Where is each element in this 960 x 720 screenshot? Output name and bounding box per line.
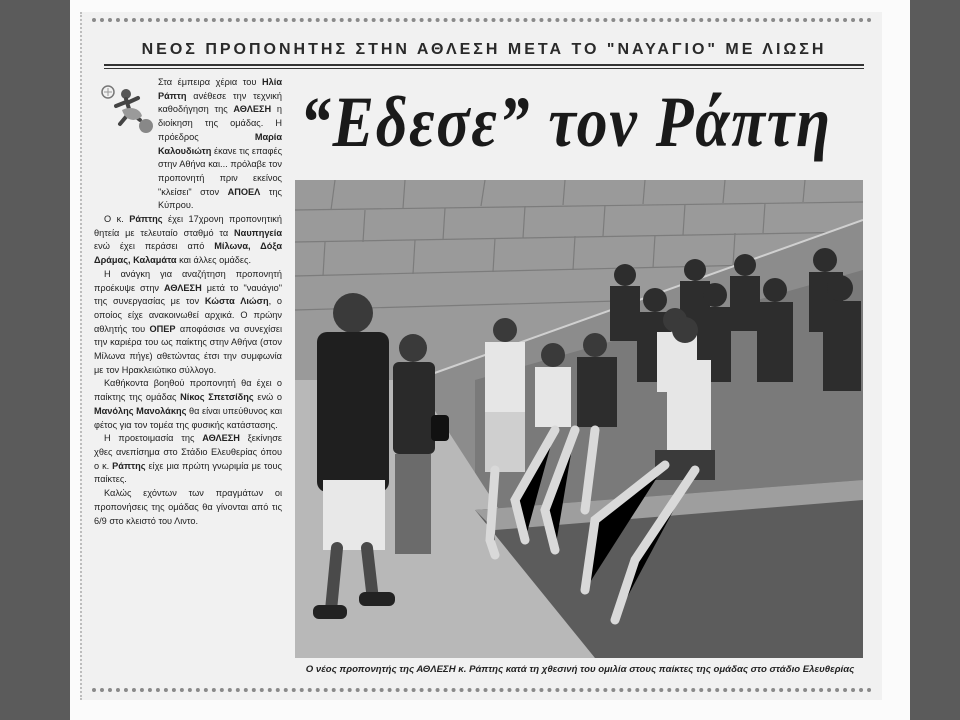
- team-nafpigeia: Ναυπηγεία: [234, 227, 282, 238]
- name-kostas-liosis: Κώστα Λιώση: [204, 296, 269, 307]
- right-margin: [910, 0, 960, 720]
- article-body: [94, 76, 282, 680]
- text: Η ανάγκη για αναζήτηση προπονητή προέκυψε στην: [94, 268, 282, 293]
- team-name: ΑΘΛΕΣΗ: [164, 282, 202, 293]
- paragraph-6: Καλώς εχόντων των πραγμάτων οι προπονήσεις της ομάδας θα γίνονται από τις 6/9 στο κλειστό του Λιντο.: [94, 488, 282, 526]
- text: ενώ έχει περάσει από: [94, 241, 215, 252]
- text: ξεκίνησε χθες ανεπίσημα στο Στάδιο Ελευθερίας όπου ο κ.: [94, 433, 282, 471]
- name-raptis: Ράπτης: [112, 460, 146, 471]
- paragraph-2: [94, 213, 282, 268]
- headline-rule: [104, 64, 864, 66]
- paragraph-4: [94, 377, 282, 432]
- previous-teams: Μίλωνα, Δόξα Δράμας, Καλαμάτα: [94, 241, 283, 266]
- text: Στα έμπειρα χέρια του: [158, 77, 263, 87]
- text: ενώ ο: [253, 392, 283, 403]
- text: Η προετοιμασία της: [104, 433, 203, 444]
- text: Ο κ.: [104, 214, 130, 225]
- text: της Κύπρου.: [158, 186, 282, 211]
- text: έχει 17χρονη προπονητική θητεία με τελευταίο σταθμό τα: [94, 214, 282, 238]
- team-apoel: ΑΠΟΕΛ: [227, 186, 261, 197]
- photo-caption: Ο νέος προπονητής της ΑΘΛΕΣΗ κ. Ράπτης κατά τη χθεσινή του ομιλία στους παίκτες της ομάδας στο στάδιο Ελευθερίας: [305, 664, 855, 675]
- text: αποφάσισε να συνεχίσει την καριέρα του ως παίκτης στην Αθήνα (στον Μίλωνα πήγε) αθετώντας έτσι την συμφωνία με τον Ηρακλειώτικο σύλλογο.: [94, 323, 282, 375]
- name-spetsidis: Νίκος Σπετσίδης: [180, 392, 254, 403]
- dotted-border-bottom: [92, 688, 872, 692]
- paragraph-1: [94, 76, 282, 213]
- left-margin: [0, 0, 70, 720]
- team-photo: [295, 180, 863, 658]
- text: , ο οποίος είχε ανακοινωθεί αρχικά. Ο πρώην αθλητής του: [94, 296, 282, 334]
- paragraph-3: [94, 268, 282, 378]
- headline-rule-thin: [104, 68, 864, 69]
- paragraph-5: [94, 432, 282, 487]
- text: έκανε τις επαφές στην Αθήνα και... πρόλαβε τον προπονητή πριν εκείνος "κλείσει" στον: [158, 145, 282, 197]
- article-title: “Εδεσε” τον Ράπτη: [300, 82, 832, 162]
- text: είχε μια πρώτη γνωριμία με τους παίκτες.: [94, 460, 282, 485]
- team-oper: ΟΠΕΡ: [149, 323, 176, 334]
- text: και άλλες ομάδες.: [176, 255, 251, 266]
- section-headline: ΝΕΟΣ ΠΡΟΠΟΝΗΤΗΣ ΣΤΗΝ ΑΘΛΕΣΗ ΜΕΤΑ ΤΟ "ΝΑΥΑΓΙΟ" ΜΕ ΛΙΩΣΗ: [141, 41, 827, 58]
- text: θα είναι υπεύθυνος και φέτος για τον τομέα της φυσικής κατάστασης.: [94, 405, 282, 430]
- text: η διοίκηση της ομάδας. Η πρόεδρος: [158, 104, 282, 142]
- dotted-border-top: [92, 18, 872, 22]
- text: ανέθεσε την τεχνική καθοδήγηση της: [158, 90, 282, 115]
- name-president: Μαρία Καλουδιώτη: [158, 131, 282, 156]
- name-raptis: Ράπτης: [129, 214, 163, 225]
- team-name: ΑΘΛΕΣΗ: [202, 433, 240, 444]
- text: Καθήκοντα βοηθού προπονητή θα έχει ο παίκτης της ομάδας: [94, 378, 282, 403]
- name-manolakis: Μανόλης Μανολάκης: [94, 405, 187, 416]
- text: μετά το "ναυάγιο" της συνεργασίας με τον: [94, 282, 282, 307]
- name-ilias-raptis: Ηλία Ράπτη: [158, 77, 282, 101]
- team-name: ΑΘΛΕΣΗ: [233, 104, 272, 115]
